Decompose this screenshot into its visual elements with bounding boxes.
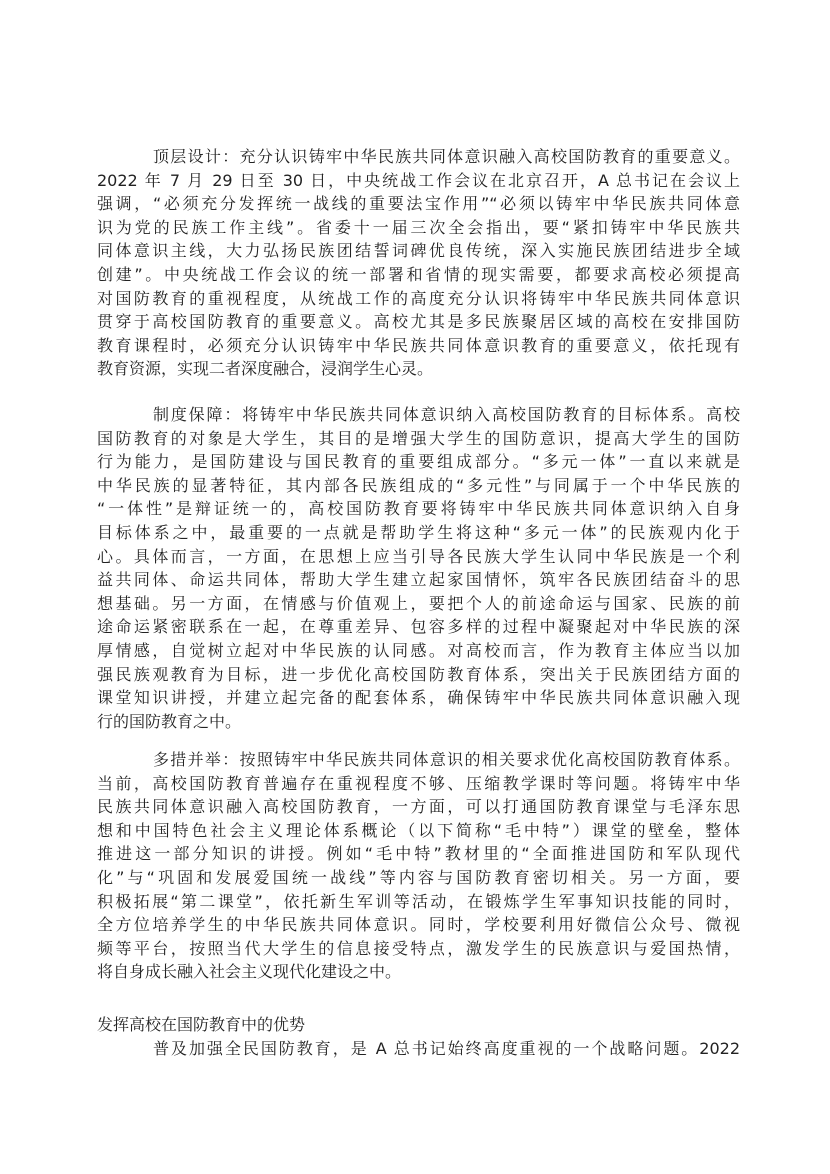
- text-line: 目标体系之中，最重要的一点就是帮助学生将这种“多元一体”的民族观内化于: [97, 522, 740, 542]
- text-line: 积极拓展“第二课堂”，依托新生军训等活动，在锻炼学生军事知识技能的同时，: [97, 891, 740, 911]
- text-line: 推进这一部分知识的讲授。例如“毛中特”教材里的“全面推进国防和军队现代: [97, 844, 740, 864]
- text-line: 民族共同体意识融入高校国防教育，一方面，可以打通国防教育课堂与毛泽东思: [97, 797, 740, 817]
- text-line: 将自身成长融入社会主义现代化建设之中。: [97, 962, 402, 982]
- text-line: 中华民族的显著特征，其内部各民族组成的“多元性”与同属于一个中华民族的: [97, 475, 740, 495]
- text-line: 强调，“必须充分发挥统一战线的重要法宝作用”“必须以铸牢中华民族共同体意: [97, 194, 740, 214]
- paragraph-institutional-guarantee: [97, 403, 740, 733]
- text-line: 2022 年 7 月 29 日至 30 日，中央统战工作会议在北京召开，A 总书记在会议上: [97, 170, 740, 190]
- text-line: 贯穿于高校国防教育的重要意义。高校尤其是多民族聚居区域的高校在安排国防: [97, 312, 740, 332]
- text-line: 多措并举：按照铸牢中华民族共同体意识的相关要求优化高校国防教育体系。: [153, 750, 740, 769]
- text-line: 行的国防教育之中。: [97, 711, 242, 731]
- paragraph-final: [97, 1037, 740, 1061]
- text-line: 全方位培养学生的中华民族共同体意识。同时，学校要利用好微信公众号、微视: [97, 915, 740, 935]
- text-line: 制度保障：将铸牢中华民族共同体意识纳入高校国防教育的目标体系。高校: [153, 405, 740, 424]
- text-line: 创建”。中央统战工作会议的统一部署和省情的现实需要，都要求高校必须提高: [97, 264, 740, 284]
- text-line: 途命运紧密联系在一起，在尊重差异、包容多样的过程中凝聚起对中华民族的深: [97, 617, 740, 637]
- text-line: 顶层设计：充分认识铸牢中华民族共同体意识融入高校国防教育的重要意义。: [153, 147, 740, 166]
- text-line: 化”与“巩固和发展爱国统一战线”等内容与国防教育密切相关。另一方面，要: [97, 867, 740, 887]
- text-line: 想基础。另一方面，在情感与价值观上，要把个人的前途命运与国家、民族的前: [97, 593, 740, 613]
- paragraph-multiple-measures: [97, 748, 740, 984]
- section-heading: 发挥高校在国防教育中的优势: [97, 1015, 306, 1034]
- text-line: 课堂知识讲授，并建立起完备的配套体系，确保铸牢中华民族共同体意识融入现: [97, 688, 740, 708]
- text-line: 识为党的民族工作主线”。省委十一届三次全会指出，要“紧扣铸牢中华民族共: [97, 217, 740, 237]
- text-line: “一体性”是辩证统一的，高校国防教育要将铸牢中华民族共同体意识纳入自身: [97, 499, 740, 519]
- text-line: 国防教育的对象是大学生，其目的是增强大学生的国防意识，提高大学生的国防: [97, 428, 740, 448]
- text-line: 教育资源，实现二者深度融合，浸润学生心灵。: [97, 359, 434, 379]
- text-line: 频等平台，按照当代大学生的信息接受特点，激发学生的民族意识与爱国热情，: [97, 938, 740, 958]
- paragraph-top-level-design: [97, 145, 740, 381]
- text-line: 教育课程时，必须充分认识铸牢中华民族共同体意识教育的重要意义，依托现有: [97, 335, 740, 355]
- text-line: 想和中国特色社会主义理论体系概论（以下简称“毛中特”）课堂的壁垒，整体: [97, 820, 740, 840]
- text-line: 益共同体、命运共同体，帮助大学生建立起家国情怀，筑牢各民族团结奋斗的思: [97, 570, 740, 590]
- text-line: 普及加强全民国防教育，是 A 总书记始终高度重视的一个战略问题。2022: [153, 1039, 740, 1058]
- text-line: 对国防教育的重视程度，从统战工作的高度充分认识将铸牢中华民族共同体意识: [97, 288, 740, 308]
- text-line: 行为能力，是国防建设与国民教育的重要组成部分。“多元一体”一直以来就是: [97, 452, 740, 472]
- text-line: 同体意识主线，大力弘扬民族团结誓词碑优良传统，深入实施民族团结进步全域: [97, 241, 740, 261]
- text-line: 厚情感，自觉树立起对中华民族的认同感。对高校而言，作为教育主体应当以加: [97, 640, 740, 660]
- text-line: 强民族观教育为目标，进一步优化高校国防教育体系，突出关于民族团结方面的: [97, 664, 740, 684]
- text-line: 当前，高校国防教育普遍存在重视程度不够、压缩教学课时等问题。将铸牢中华: [97, 773, 740, 793]
- text-line: 心。具体而言，一方面，在思想上应当引导各民族大学生认同中华民族是一个利: [97, 546, 740, 566]
